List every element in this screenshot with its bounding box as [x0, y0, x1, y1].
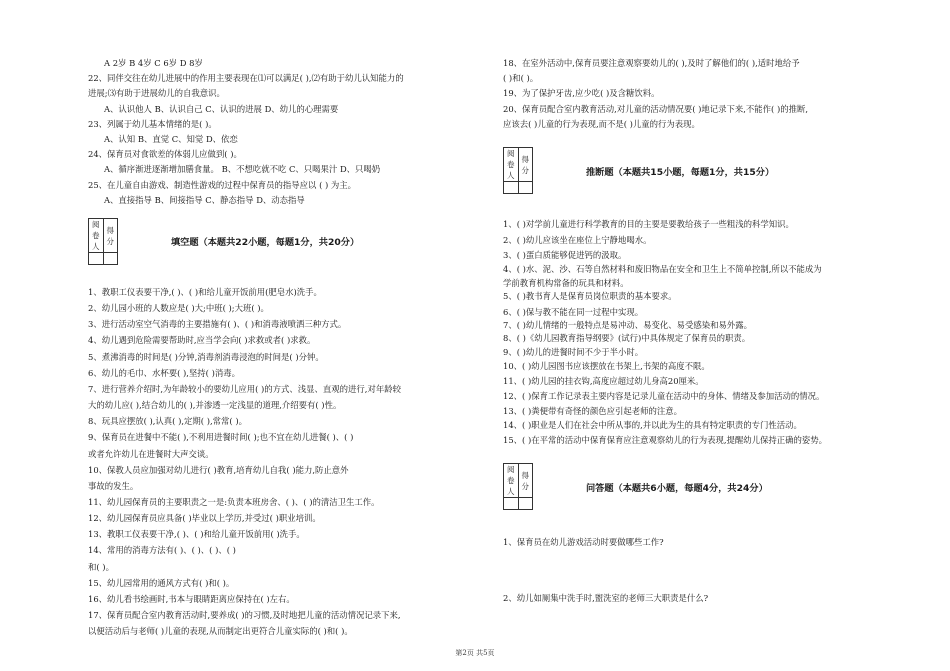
text-line: 2、( )幼儿应该坐在座位上宁静地喝水。 [503, 235, 652, 245]
text-line: 和( )。 [88, 561, 114, 572]
page-footer: 第2页 共5页 [455, 649, 495, 657]
text-line: 12、幼儿园保育员应具备( )毕业以上学历,并受过( )职业培训。 [88, 513, 321, 524]
text-line: 1、( )对学前儿童进行科学教育的目的主要是要教给孩子一些粗浅的科学知识。 [503, 219, 794, 229]
text-line: 15、( )在平常的活动中保育保育应注意观察幼儿的行为表现,提醒幼儿保持正确的姿势。 [503, 435, 828, 445]
text-line: 大的幼儿应( ),结合幼儿的( ),并渗透一定浅显的道理,介绍要有( )性。 [88, 400, 342, 411]
text-line: 11、( )幼儿园的挂衣钩,高度应超过幼儿身高20厘米。 [503, 376, 704, 386]
text-line: 1、教职工仪表要干净,( )、( )和给儿童开饭前用(肥皂水)洗手。 [88, 287, 322, 297]
text-line: 24、保育员对食欲差的体弱儿应做到( )。 [88, 149, 242, 160]
text-line: 22、同伴交往在幼儿进展中的作用主要表现在⑴可以满足( ),⑵有助于幼儿认知能力的 [88, 73, 404, 84]
text-line: A 2岁 B 4岁 C 6岁 D 8岁 [104, 58, 203, 68]
text-line: 14、( )职业是人们在社会中所从事的,并以此为生的具有特定职责的专门性活动。 [503, 420, 802, 430]
text-line: 1、保育员在幼儿游戏活动时要做哪些工作? [503, 537, 664, 547]
text-line: 18、在室外活动中,保育员要注意观察要幼儿的( ),及时了解他们的( ),适时地给予 [503, 58, 800, 68]
text-line: 11、幼儿园保育员的主要职责之一是:负责本班房舍、( )、( )的清洁卫生工作。 [88, 496, 380, 507]
section-title: 推断题（本题共15小题，每题1分，共15分） [586, 167, 775, 178]
text-line: 23、列属于幼儿基本情绪的是( )。 [88, 118, 217, 129]
text-line: 13、教职工仪表要干净,( )、( )和给儿童开饭前用( )洗手。 [88, 529, 305, 540]
text-line: 8、( )《幼儿园教育指导纲要》(试行)中具体规定了保育员的职责。 [503, 333, 751, 343]
text-line: 以便活动后与老师( )儿童的表现,从而制定出更符合儿童实际的( )和( )。 [88, 626, 353, 637]
reviewer-cell [504, 498, 519, 510]
text-line: A、认识他人 B、认识自己 C、认识的进展 D、幼儿的心理需要 [104, 103, 339, 114]
section-title: 填空题（本题共22小题，每题1分，共20分） [171, 237, 360, 248]
text-line: 3、( )蛋白质能够促进钙的汲取。 [503, 250, 627, 260]
text-line: 14、常用的消毒方法有( )、( )、( )、( ) [88, 545, 236, 556]
score-cell [518, 182, 533, 194]
reviewer-label: 阅卷人 [504, 464, 519, 498]
text-line: 16、幼儿看书绘画时,书本与眼睛距离应保持在( )左右。 [88, 593, 295, 604]
text-line: 4、( )水、泥、沙、石等自然材料和废旧物品在安全和卫生上不简单控制,所以不能成为 [503, 264, 822, 274]
text-line: 9、保育员在进餐中不能( ),不利用进餐时间( );也不宜在幼儿进餐( )、( ) [88, 432, 354, 443]
text-line: 6、幼儿的毛巾、水杯要( ),坚持( )消毒。 [88, 367, 241, 378]
score-cell [518, 498, 533, 510]
grader-score-box [503, 147, 533, 194]
text-line: 5、煮沸消毒的时间是( )分钟,消毒剂消毒浸泡的时间是( )分钟。 [88, 351, 324, 362]
text-line: 17、保育员配合室内教育活动时,要养成( )的习惯,及时地把儿童的活动情况记录下来, [88, 610, 401, 620]
text-line: 5、( )教书育人是保育员岗位职责的基本要求。 [503, 291, 677, 301]
text-line: 2、幼儿如厕集中洗手时,盥洗室的老师三大职责是什么? [503, 593, 709, 603]
text-line: 2、幼儿园小班的人数应是( )大;中班( );大班( )。 [88, 303, 269, 314]
grader-score-box [503, 463, 533, 510]
reviewer-cell [89, 253, 104, 265]
text-line: 4、幼儿遇到危险需要帮助时,应当学会向( )求救或者( )求救。 [88, 335, 316, 346]
text-line: 事故的发生。 [88, 480, 139, 491]
text-line: 学前教育机构常备的玩具和材料。 [503, 278, 629, 288]
text-line: 或者允许幼儿在进餐时大声交谈。 [88, 448, 214, 459]
text-line: 19、为了保护牙齿,应少吃( )及含糖饮料。 [503, 88, 660, 99]
text-line: 6、( )保与教不能在同一过程中实现。 [503, 307, 644, 317]
score-label: 得分 [518, 148, 533, 182]
text-line: A、直接指导 B、间接指导 C、静态指导 D、动态指导 [104, 194, 305, 205]
score-label: 得分 [518, 464, 533, 498]
score-label: 得分 [103, 219, 118, 253]
text-line: A、认知 B、直觉 C、知觉 D、依恋 [104, 134, 238, 144]
text-line: 7、( )幼儿情绪的一般特点是易冲动、易变化、易受感染和易外露。 [503, 320, 753, 330]
text-line: 8、玩具应摆放( ),认真( ),定期( ),常常( )。 [88, 416, 247, 427]
text-line: 13、( )粪便带有奇怪的颜色应引起老师的注意。 [503, 406, 682, 416]
grader-score-box [88, 218, 118, 265]
section-title: 问答题（本题共6小题，每题4分，共24分） [586, 483, 768, 494]
text-line: 进展;⑶有助于进展幼儿的自我意识。 [88, 88, 225, 99]
text-line: 10、( )幼儿园图书应该摆放在书架上,书架的高度不限。 [503, 361, 710, 371]
reviewer-cell [504, 182, 519, 194]
reviewer-label: 阅卷人 [89, 219, 104, 253]
text-line: 应该去( )儿童的行为表现,而不是( )儿童的行为表现。 [503, 118, 700, 129]
text-line: 3、进行活动室空气消毒的主要措施有( )、( )和消毒液喷洒三种方式。 [88, 319, 347, 330]
text-line: ( )和( )。 [503, 73, 539, 84]
reviewer-label: 阅卷人 [504, 148, 519, 182]
text-line: 10、保教人员应加强对幼儿进行( )教育,培育幼儿自我( )能力,防止意外 [88, 464, 349, 475]
text-line: 7、进行营养介绍时,为年龄较小的要幼儿应用( )的方式、浅显、直观的进行,对年龄较 [88, 383, 401, 394]
text-line: 15、幼儿园常用的通风方式有( )和( )。 [88, 577, 235, 588]
text-line: 12、( )保育工作记录表主要内容是记录儿童在活动中的身体、情绪及参加活动的情况。 [503, 391, 825, 401]
text-line: A、循序渐进逐渐增加膳食量。 B、不想吃就不吃 C、只喝果汁 D、只喝奶 [104, 164, 381, 175]
text-line: 25、在儿童自由游戏、制造性游戏的过程中保育员的指导应以 ( ) 为主。 [88, 179, 357, 190]
text-line: 9、( )幼儿的进餐时间不少于半小时。 [503, 347, 644, 357]
score-cell [103, 253, 118, 265]
text-line: 20、保育员配合室内教育活动,对儿童的活动情况要( )地记录下来,不能作( )的推断, [503, 103, 809, 114]
